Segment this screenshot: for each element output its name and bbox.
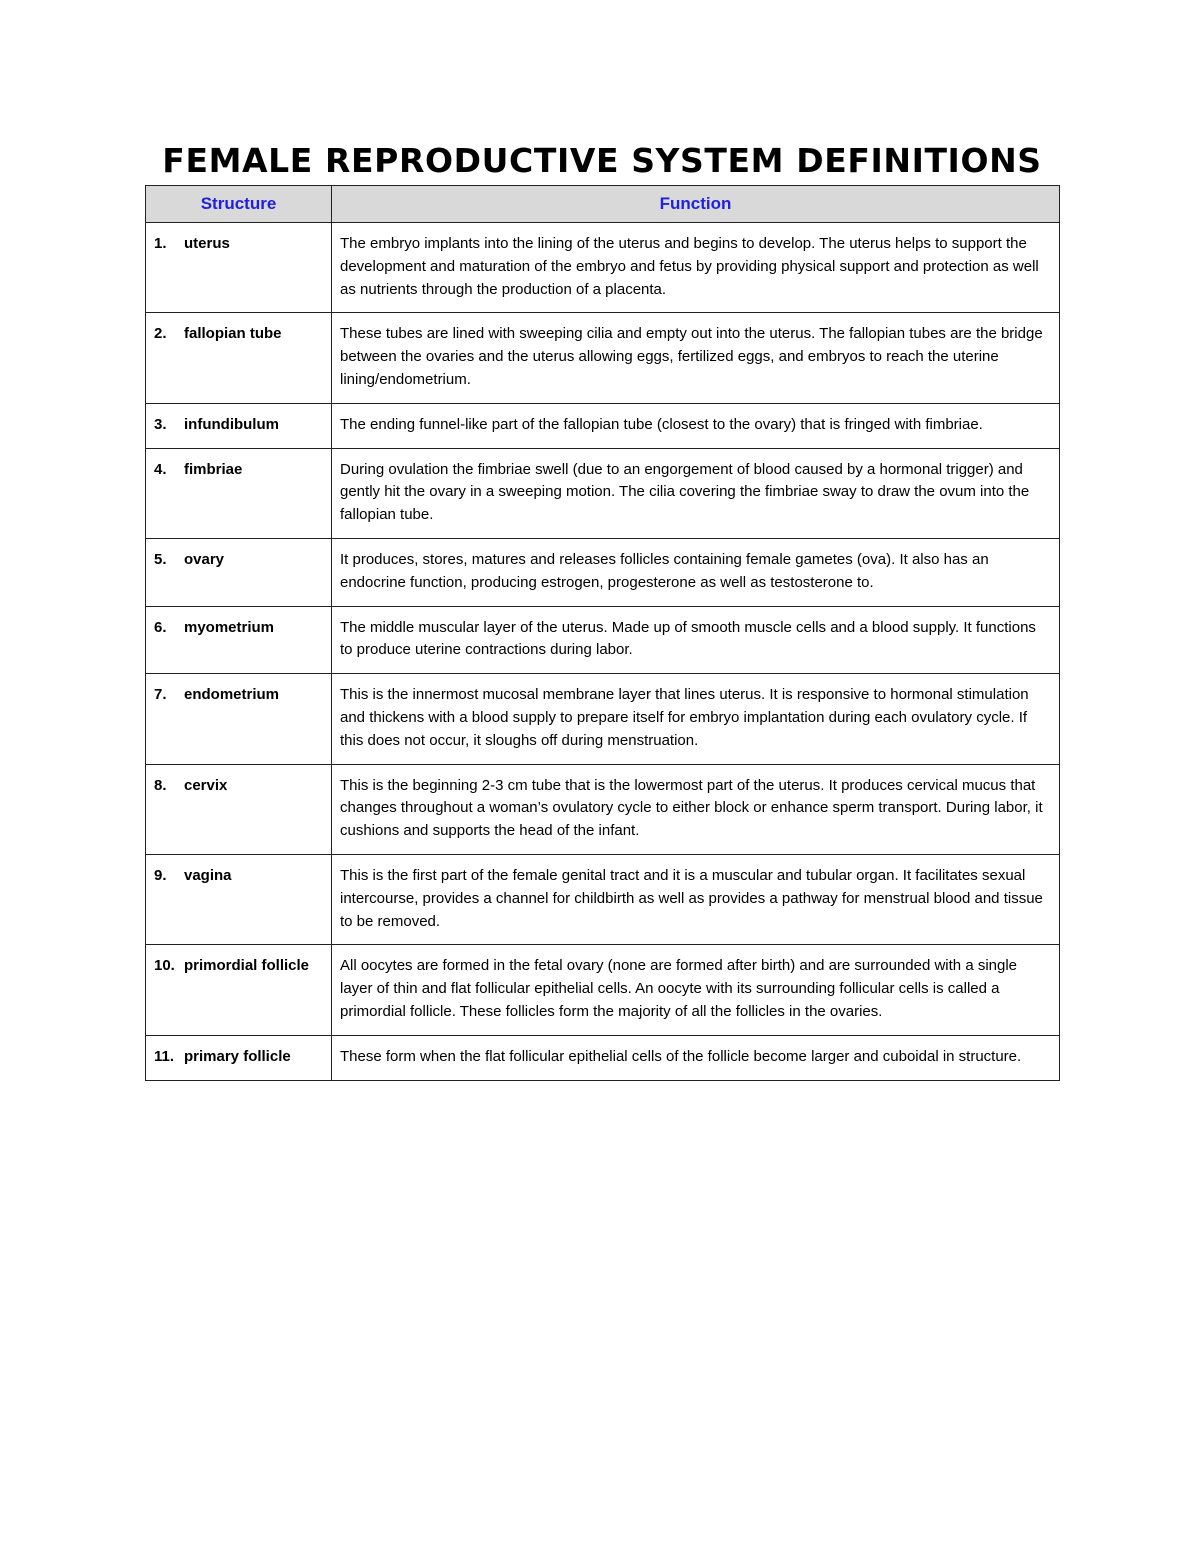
table-row <box>146 945 1060 1035</box>
structure-term: infundibulum <box>184 415 279 433</box>
structure-cell <box>146 403 332 448</box>
function-description: These tubes are lined with sweeping cilia and empty out into the uterus. The fallopian tubes are the bridge between the ovaries and the uterus allowing eggs, fertilized eggs, and embryos to reach the uterine lining/endometrium. <box>332 313 1060 403</box>
structure-term: fimbriae <box>184 460 243 478</box>
table-row <box>146 448 1060 538</box>
function-description: The ending funnel-like part of the fallopian tube (closest to the ovary) that is fringed with fimbriae. <box>332 403 1060 448</box>
structure-cell <box>146 313 332 403</box>
structure-term: fallopian tube <box>184 325 282 343</box>
structure-term: endometrium <box>184 686 280 704</box>
definitions-table <box>145 185 1060 1081</box>
table-row <box>146 606 1060 674</box>
row-number: 11. <box>154 1047 175 1065</box>
row-number: 1. <box>154 235 167 252</box>
row-number: 8. <box>154 776 167 794</box>
structure-cell <box>146 606 332 674</box>
row-number: 10. <box>154 957 175 975</box>
structure-term: uterus <box>184 235 230 252</box>
structure-term: cervix <box>184 776 228 794</box>
column-header-structure: Structure <box>146 186 332 223</box>
row-number: 5. <box>154 550 167 568</box>
structure-cell <box>146 538 332 606</box>
structure-cell <box>146 448 332 538</box>
function-description: The embryo implants into the lining of the uterus and begins to develop. The uterus helps to support the development and maturation of the embryo and fetus by providing physical support and protection as well as nutrients through the production of a placenta. <box>332 223 1060 313</box>
function-description: This is the first part of the female genital tract and it is a muscular and tubular organ. It facilitates sexual intercourse, provides a channel for childbirth as well as provides a pathway for menstrual blood and tissue to be removed. <box>332 854 1060 944</box>
structure-cell <box>146 854 332 944</box>
table-row <box>146 854 1060 944</box>
page-title: FEMALE REPRODUCTIVE SYSTEM DEFINITIONS <box>162 141 1042 180</box>
function-description: This is the innermost mucosal membrane layer that lines uterus. It is responsive to hormonal stimulation and thickens with a blood supply to prepare itself for embryo implantation during each ovulatory cycle. If this does not occur, it sloughs off during menstruation. <box>332 674 1060 764</box>
structure-cell <box>146 1035 332 1080</box>
function-description: These form when the flat follicular epithelial cells of the follicle become larger and cuboidal in structure. <box>332 1035 1060 1080</box>
structure-term: vagina <box>184 866 232 884</box>
row-number: 9. <box>154 866 167 884</box>
structure-term: myometrium <box>184 618 275 636</box>
function-description: The middle muscular layer of the uterus. Made up of smooth muscle cells and a blood supply. It functions to produce uterine contractions during labor. <box>332 606 1060 674</box>
table-row <box>146 313 1060 403</box>
table-row <box>146 1035 1060 1080</box>
structure-term: ovary <box>184 550 225 568</box>
structure-cell <box>146 223 332 313</box>
table-row <box>146 764 1060 854</box>
row-number: 3. <box>154 415 167 433</box>
table-row <box>146 538 1060 606</box>
structure-term: primary follicle <box>184 1047 291 1065</box>
row-number: 6. <box>154 618 167 636</box>
row-number: 7. <box>154 686 167 704</box>
function-description: This is the beginning 2-3 cm tube that is the lowermost part of the uterus. It produces cervical mucus that changes throughout a woman’s ovulatory cycle to either block or enhance sperm transport. During labor, it cushions and supports the head of the infant. <box>332 764 1060 854</box>
table-body <box>146 223 1060 1081</box>
structure-term: primordial follicle <box>184 957 310 975</box>
function-description: During ovulation the fimbriae swell (due to an engorgement of blood caused by a hormonal trigger) and gently hit the ovary in a sweeping motion. The cilia covering the fimbriae sway to draw the ovum into the fallopian tube. <box>332 448 1060 538</box>
structure-cell <box>146 674 332 764</box>
function-description: All oocytes are formed in the fetal ovary (none are formed after birth) and are surrounded with a single layer of thin and flat follicular epithelial cells. An oocyte with its surrounding follicular cells is called a primordial follicle. These follicles form the majority of all the follicles in the ovaries. <box>332 945 1060 1035</box>
table-header-row <box>146 186 1060 223</box>
table-row <box>146 403 1060 448</box>
function-description: It produces, stores, matures and releases follicles containing female gametes (ova). It also has an endocrine function, producing estrogen, progesterone as well as testosterone to. <box>332 538 1060 606</box>
table-row <box>146 674 1060 764</box>
table-row <box>146 223 1060 313</box>
row-number: 2. <box>154 325 167 343</box>
row-number: 4. <box>154 460 167 478</box>
structure-cell <box>146 945 332 1035</box>
column-header-function: Function <box>332 186 1060 223</box>
structure-cell <box>146 764 332 854</box>
